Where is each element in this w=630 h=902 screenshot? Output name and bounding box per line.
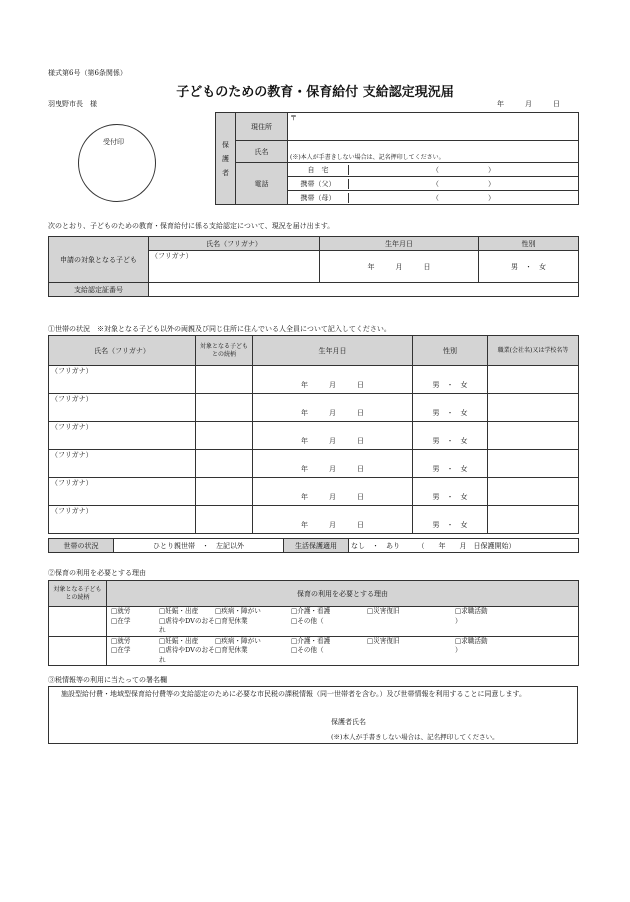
reason-option (367, 617, 455, 636)
household-dob-field[interactable]: 年 月 日 (253, 394, 413, 422)
child-name-field[interactable]: （フリガナ） (149, 251, 320, 283)
reason-header: 保育の利用を必要とする理由 (107, 581, 579, 607)
reason-option[interactable]: □就労 (111, 607, 131, 615)
welfare-label: 生活保護適用 (284, 539, 349, 553)
household-section-title: ①世帯の状況 ※対象となる子ども以外の両親及び同じ住所に住んでいる人全員について記入してください。 (48, 325, 391, 333)
tax-consent-text: 施設型給付費・地域型保育給付費等の支給認定のために必要な市民税の課税情報（同一世帯者を含む。）及び世帯情報を利用することに同意します。 (61, 690, 526, 698)
household-table (48, 335, 579, 534)
table-row (49, 478, 579, 506)
household-dob-field[interactable]: 年 月 日 (253, 366, 413, 394)
signature-note: (※)本人が手書きしない場合は、記名押印してください。 (331, 733, 499, 741)
phone-row-mother[interactable] (288, 191, 579, 205)
household-name-header: 氏名（フリガナ） (49, 336, 196, 366)
reason-option[interactable]: □疾病・障がい (215, 607, 261, 615)
intro-text: 次のとおり、子どものための教育・保育給付に係る支給認定について、現況を届け出ます。 (48, 222, 335, 230)
table-row (49, 450, 579, 478)
signature-field[interactable] (389, 715, 569, 725)
household-name-field[interactable]: （フリガナ） (49, 422, 196, 450)
table-row (49, 422, 579, 450)
household-job-field[interactable] (488, 506, 579, 534)
reason-table (48, 580, 579, 666)
household-name-field[interactable]: （フリガナ） (49, 450, 196, 478)
reason-option[interactable]: □虐待やDVのおそれ (159, 616, 215, 634)
phone-father-value: （ ） (432, 179, 495, 188)
name-label: 氏名 (236, 141, 288, 163)
reason-option[interactable]: □災害復旧 (367, 636, 400, 645)
phone-home-label: 自 宅 (288, 165, 349, 175)
table-row (49, 366, 579, 394)
reason-option[interactable]: □求職活動 (455, 607, 488, 615)
household-relation-field[interactable] (196, 394, 253, 422)
reason-option[interactable]: □求職活動 (455, 636, 488, 645)
household-sex-field[interactable]: 男 ・ 女 (413, 506, 488, 534)
signature-label: 保護者氏名 (331, 718, 366, 726)
name-note: (※)本人が手書きしない場合は、記名押印してください。 (290, 154, 445, 161)
table-row (49, 506, 579, 534)
household-relation-field[interactable] (196, 366, 253, 394)
phone-father-label: 携帯（父） (288, 179, 349, 189)
household-dob-field[interactable]: 年 月 日 (253, 506, 413, 534)
household-relation-field[interactable] (196, 506, 253, 534)
reason-options (107, 607, 579, 637)
guardian-name-field[interactable] (288, 141, 579, 163)
reason-option[interactable]: □妊娠・出産 (159, 607, 199, 615)
household-job-field[interactable] (488, 422, 579, 450)
addressee: 羽曳野市長 様 (48, 100, 97, 108)
reason-option[interactable]: □育児休業 (215, 646, 248, 654)
phone-mother-label: 携帯（母） (288, 193, 349, 203)
household-dob-field[interactable]: 年 月 日 (253, 478, 413, 506)
reason-relation-field[interactable] (49, 636, 107, 666)
reason-section-title: ②保育の利用を必要とする理由 (48, 569, 146, 577)
reason-option[interactable]: □在学 (111, 616, 131, 625)
welfare-field[interactable]: なし ・ あり （ 年 月 日保護開始） (349, 539, 579, 553)
household-job-field[interactable] (488, 478, 579, 506)
household-sex-field[interactable]: 男 ・ 女 (413, 394, 488, 422)
household-dob-header: 生年月日 (253, 336, 413, 366)
household-job-field[interactable] (488, 366, 579, 394)
child-row-label: 申請の対象となる子ども (49, 237, 149, 283)
child-table (48, 236, 579, 297)
household-relation-header: 対象となる子どもとの続柄 (196, 336, 253, 366)
household-dob-field[interactable]: 年 月 日 (253, 450, 413, 478)
household-sex-field[interactable]: 男 ・ 女 (413, 450, 488, 478)
household-sex-header: 性別 (413, 336, 488, 366)
guardian-table (215, 112, 579, 205)
reason-option[interactable]: □虐待やDVのおそれ (159, 646, 215, 664)
table-row (49, 394, 579, 422)
household-relation-field[interactable] (196, 422, 253, 450)
reason-relation-field[interactable] (49, 607, 107, 637)
child-dob-field[interactable]: 年 月 日 (320, 251, 479, 283)
phone-home-value: （ ） (432, 165, 495, 174)
reason-option[interactable]: □在学 (111, 646, 131, 654)
page-title: 子どものための教育・保育給付 支給認定現況届 (176, 85, 454, 100)
reason-option (367, 646, 455, 665)
household-name-field[interactable]: （フリガナ） (49, 366, 196, 394)
reason-option[interactable]: □妊娠・出産 (159, 636, 199, 645)
cert-number-field[interactable] (149, 283, 579, 297)
table-row (49, 636, 579, 666)
child-sex-header: 性別 (479, 237, 579, 251)
tax-section-title: ③税情報等の利用に当たっての署名欄 (48, 676, 167, 684)
date-line: 年 月 日 (497, 100, 560, 108)
household-name-field[interactable]: （フリガナ） (49, 506, 196, 534)
phone-row-father[interactable] (288, 177, 579, 191)
phone-mother-value: （ ） (432, 193, 495, 202)
address-field[interactable]: 〒 (288, 113, 579, 141)
reason-option[interactable]: □疾病・障がい (215, 636, 261, 645)
household-sex-field[interactable]: 男 ・ 女 (413, 478, 488, 506)
reason-option[interactable]: □災害復旧 (367, 607, 400, 615)
phone-label: 電話 (236, 163, 288, 205)
household-status-field[interactable]: ひとり親世帯 ・ 左記以外 (114, 539, 284, 553)
reason-options (107, 636, 579, 666)
household-sex-field[interactable]: 男 ・ 女 (413, 422, 488, 450)
household-name-field[interactable]: （フリガナ） (49, 478, 196, 506)
household-job-field[interactable] (488, 394, 579, 422)
household-job-field[interactable] (488, 450, 579, 478)
reason-option: ） (455, 616, 462, 625)
reason-option: ） (455, 646, 462, 654)
table-row (49, 607, 579, 637)
reason-option[interactable]: □就労 (111, 636, 131, 645)
form-number: 様式第6号（第6条関係） (48, 69, 127, 77)
household-name-field[interactable]: （フリガナ） (49, 394, 196, 422)
reason-option[interactable]: □介護・看護 (291, 607, 331, 615)
household-status-table (48, 538, 579, 553)
reason-option[interactable]: □育児休業 (215, 616, 248, 625)
reason-option[interactable]: □その他（ (291, 646, 324, 654)
reason-option[interactable]: □その他（ (291, 616, 324, 625)
household-status-label: 世帯の状況 (49, 539, 114, 553)
household-job-header: 職業(会社名)又は学校名等 (488, 336, 579, 366)
tax-consent-box (48, 686, 578, 744)
household-relation-field[interactable] (196, 478, 253, 506)
reception-stamp-label: 受付印 (103, 138, 124, 146)
reason-option[interactable]: □介護・看護 (291, 636, 331, 645)
reason-relation-header: 対象となる子どもとの続柄 (49, 581, 107, 607)
cert-number-label: 支給認定証番号 (49, 283, 149, 297)
household-dob-field[interactable]: 年 月 日 (253, 422, 413, 450)
household-relation-field[interactable] (196, 450, 253, 478)
guardian-group-label: 保 護 者 (216, 113, 236, 205)
phone-row-home[interactable] (288, 163, 579, 177)
reception-stamp-circle (78, 124, 156, 202)
address-label: 現住所 (236, 113, 288, 141)
child-sex-field[interactable]: 男 ・ 女 (479, 251, 579, 283)
child-dob-header: 生年月日 (320, 237, 479, 251)
household-sex-field[interactable]: 男 ・ 女 (413, 366, 488, 394)
child-name-header: 氏名（フリガナ） (149, 237, 320, 251)
